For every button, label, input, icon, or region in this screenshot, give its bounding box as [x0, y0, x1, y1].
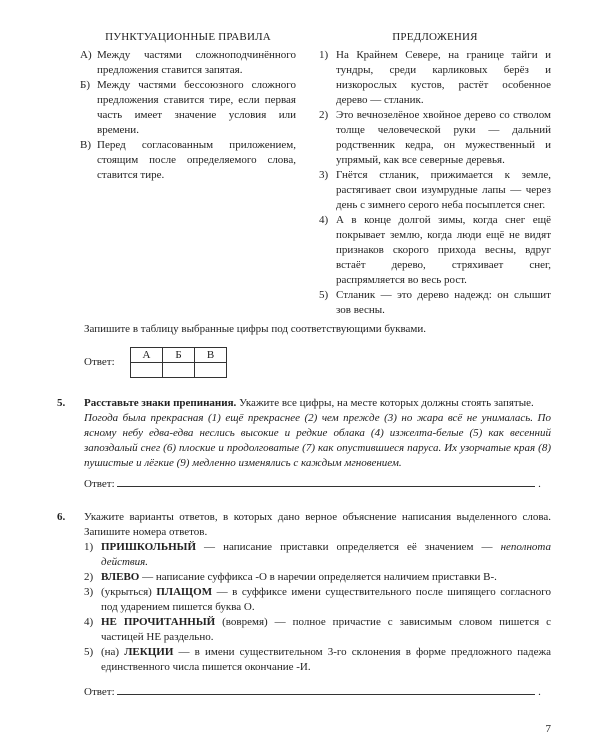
- question-number: 5.: [57, 397, 66, 409]
- sentence-item: [319, 213, 551, 288]
- item-label: 2): [319, 109, 329, 121]
- item-label: 5): [319, 289, 329, 301]
- option-word: НЕ ПРОЧИТАННЫЙ: [101, 616, 216, 628]
- item-label: 4): [319, 214, 329, 226]
- item-label: В): [80, 139, 91, 151]
- answer-cell-b[interactable]: [163, 363, 195, 378]
- q6-option: [84, 615, 551, 645]
- option-label: 2): [84, 571, 94, 583]
- item-label: 1): [319, 49, 329, 61]
- question-number: 6.: [57, 511, 66, 523]
- answer-label-2: Ответ:: [84, 478, 115, 490]
- rule-item: [80, 48, 296, 78]
- option-text: — написание суффикса -О в наречии определяется наличием приставки В-.: [139, 571, 497, 583]
- option-text: — в суффиксе имени существительного после шипящего согласного под ударением пишется буква О.: [101, 586, 551, 613]
- item-text: Гнётся стланик, прижимается к земле, растягивает свои изумрудные лапы — через день с зимнего серого неба посыплется снег.: [336, 169, 551, 211]
- answer-label-3: Ответ:: [84, 686, 115, 698]
- q5-passage: Погода была прекрасная (1) ещё прекраснее (2) чем прежде (3) но жара всё не унималась. По ясному небу едва-едва неслись высокие и редкие облака (4) изжелта-белые (5) как весенний запоздалый снег (6) плоские и продолговатые (7) как опустившиеся паруса. Их узорчатые края (8) пушистые и лёгкие (9) медленно изменялись с каждым мгновением.: [84, 412, 551, 469]
- rules-column: [80, 30, 296, 318]
- item-text: Перед согласованным приложением, стоящим после определяемого слова, ставится тире.: [97, 139, 296, 181]
- question-6: 6. Укажите варианты ответов, в которых дано верное объяснение написания выделенного слова. Запишите номера ответов. 1) ПРИШКОЛЬНЫЙ — написание приставки определяется её значением — неполнота действия. 2) ВЛЕВО — написание суффикса -О в наречии определяется наличием приставки В-. 3) (укрыться) ПЛАЩОМ — в суффиксе имени существительного после шипящего согласного под ударением пишется буква О. 4) НЕ ПРОЧИТАННЫЙ (вовремя) — полное причастие с зависимым словом пишется с частицей НЕ раздельно. 5) (на) ЛЕКЦИИ — в имени существительном 3-го склонения в форме предложного падежа единственного числа пишется окончание -И. Ответ: .: [57, 511, 552, 698]
- option-word: ЛЕКЦИИ: [124, 646, 174, 658]
- answer-cell-a[interactable]: [131, 363, 163, 378]
- item-text: А в конце долгой зимы, когда снег ещё покрывает землю, когда люди ещё не видят признаков скорого прихода весны, вдруг встаёт дерево, стряхивает снег, распрямляется во весь рост.: [336, 214, 551, 286]
- sentence-item: [319, 108, 551, 168]
- item-label: Б): [80, 79, 90, 91]
- option-word: ПЛАЩОМ: [156, 586, 213, 598]
- option-word: ПРИШКОЛЬНЫЙ: [101, 541, 197, 553]
- question-5: 5. Расставьте знаки препинания. Укажите все цифры, на месте которых должны стоять запятые. Погода была прекрасная (1) ещё прекраснее (2) чем прежде (3) но жара всё не унималась. По ясному небу едва-едва неслись высокие и редкие облака (4) изжелта-белые (5) как весенний запоздалый снег (6) плоские и продолговатые (7) как опустившиеся паруса. Их узорчатые края (8) пушистые и лёгкие (9) медленно изменялись с каждым мгновением. Ответ: .: [57, 397, 551, 490]
- q6-option: [84, 570, 551, 585]
- table-header-a: А: [131, 348, 163, 363]
- q5-text: Укажите все цифры, на месте которых должны стоять запятые.: [236, 397, 534, 409]
- option-label: 5): [84, 646, 94, 658]
- q6-option: [84, 645, 551, 675]
- table-header-v: В: [195, 348, 227, 363]
- item-label: А): [80, 49, 92, 61]
- item-text: На Крайнем Севере, на границе тайги и тундры, среди карликовых берёз и низкорослых кустов, растёт особенное дерево — стланик.: [336, 49, 551, 106]
- answer-label-1: Ответ:: [84, 356, 115, 368]
- q6-option: [84, 540, 551, 570]
- option-text: — написание приставки определяется её значением —: [196, 541, 501, 553]
- q6-option: [84, 585, 551, 615]
- sentence-item: [319, 48, 551, 108]
- matching-columns: [57, 30, 551, 318]
- item-text: Это вечнозелёное хвойное дерево со стволом толще человеческой руки — дальний родственник кедра, он мужественный и упрямый, как все северные деревья.: [336, 109, 551, 166]
- page-number: 7: [545, 723, 551, 735]
- answer-table: [130, 347, 227, 378]
- option-text: (вовремя) — полное причастие с зависимым словом пишется с частицей НЕ раздельно.: [101, 616, 552, 643]
- option-label: 3): [84, 586, 94, 598]
- sentences-heading: ПРЕДЛОЖЕНИЯ: [392, 31, 478, 43]
- option-pre: (на): [101, 646, 125, 658]
- option-text: — в имени существительном 3-го склонения в форме предложного падежа единственного числа пишется окончание -И.: [101, 646, 551, 673]
- option-label: 4): [84, 616, 94, 628]
- instruction: Запишите в таблицу выбранные цифры под соответствующими буквами.: [84, 323, 426, 335]
- item-text: Стланик — это дерево надежд: он слышит зов весны.: [336, 289, 551, 316]
- answer-line-6[interactable]: [117, 683, 535, 695]
- item-text: Между частями бессоюзного сложного предложения ставится тире, если первая часть имеет значение условия или времени.: [97, 79, 296, 136]
- option-pre: (укрыться): [101, 586, 157, 598]
- q5-bold: Расставьте знаки препинания.: [84, 397, 237, 409]
- answer-line-5[interactable]: [117, 475, 535, 487]
- option-label: 1): [84, 541, 94, 553]
- item-text: Между частями сложноподчинённого предложения ставится запятая.: [97, 49, 296, 76]
- sentence-item: [319, 168, 551, 213]
- sentences-column: [319, 30, 551, 318]
- rule-item: [80, 138, 296, 183]
- rule-item: [80, 78, 296, 138]
- rules-heading: ПУНКТУАЦИОННЫЕ ПРАВИЛА: [105, 31, 271, 43]
- sentence-item: [319, 288, 551, 318]
- q6-text: Укажите варианты ответов, в которых дано верное объяснение написания выделенного слова. Запишите номера ответов.: [84, 511, 551, 538]
- item-label: 3): [319, 169, 329, 181]
- table-header-b: Б: [163, 348, 195, 363]
- option-word: ВЛЕВО: [101, 571, 140, 583]
- answer-cell-v[interactable]: [195, 363, 227, 378]
- option-italic: неполнота действия.: [101, 541, 551, 568]
- answer-row: [84, 347, 551, 378]
